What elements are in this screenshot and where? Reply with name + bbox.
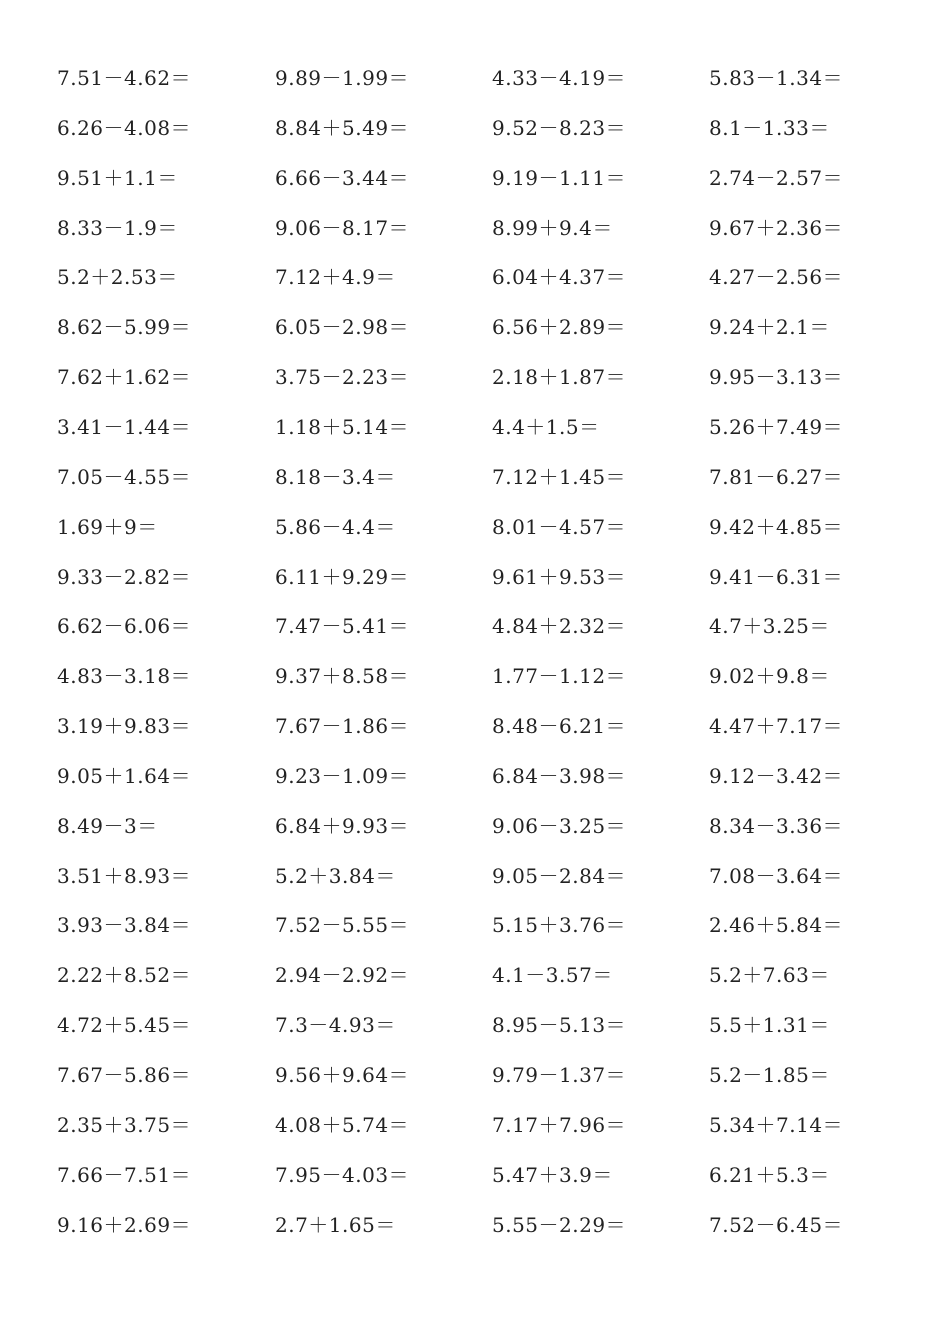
arithmetic-problem: 5.2＋7.63＝ — [709, 963, 830, 987]
arithmetic-problem: 2.7＋1.65＝ — [275, 1213, 396, 1237]
arithmetic-problem: 4.84＋2.32＝ — [492, 614, 627, 638]
arithmetic-problem: 8.95－5.13＝ — [492, 1013, 627, 1037]
arithmetic-problem: 4.72＋5.45＝ — [57, 1013, 192, 1037]
arithmetic-problem: 9.12－3.42＝ — [709, 764, 844, 788]
arithmetic-problem: 3.19＋9.83＝ — [57, 714, 192, 738]
arithmetic-problem: 4.4＋1.5＝ — [492, 415, 600, 439]
arithmetic-problem: 8.33－1.9＝ — [57, 216, 178, 240]
arithmetic-problem: 5.15＋3.76＝ — [492, 913, 627, 937]
arithmetic-problem: 9.42＋4.85＝ — [709, 515, 844, 539]
arithmetic-problem: 5.2－1.85＝ — [709, 1063, 830, 1087]
arithmetic-problem: 7.52－5.55＝ — [275, 913, 410, 937]
arithmetic-problem: 3.75－2.23＝ — [275, 365, 410, 389]
arithmetic-problem: 6.21＋5.3＝ — [709, 1163, 830, 1187]
arithmetic-problem: 6.84＋9.93＝ — [275, 814, 410, 838]
arithmetic-problem: 7.3－4.93＝ — [275, 1013, 396, 1037]
arithmetic-problem: 7.08－3.64＝ — [709, 864, 844, 888]
arithmetic-problem: 9.67＋2.36＝ — [709, 216, 844, 240]
arithmetic-problem: 7.66－7.51＝ — [57, 1163, 192, 1187]
arithmetic-problem: 6.26－4.08＝ — [57, 116, 192, 140]
arithmetic-problem: 9.95－3.13＝ — [709, 365, 844, 389]
arithmetic-problem: 9.79－1.37＝ — [492, 1063, 627, 1087]
arithmetic-problem: 5.5＋1.31＝ — [709, 1013, 830, 1037]
arithmetic-problem: 9.89－1.99＝ — [275, 66, 410, 90]
arithmetic-problem: 2.94－2.92＝ — [275, 963, 410, 987]
arithmetic-problem: 8.18－3.4＝ — [275, 465, 396, 489]
arithmetic-problem: 9.61＋9.53＝ — [492, 565, 627, 589]
arithmetic-problem: 7.67－1.86＝ — [275, 714, 410, 738]
arithmetic-problem: 6.05－2.98＝ — [275, 315, 410, 339]
arithmetic-problem: 1.77－1.12＝ — [492, 664, 627, 688]
arithmetic-problem: 9.05－2.84＝ — [492, 864, 627, 888]
arithmetic-problem: 7.12＋1.45＝ — [492, 465, 627, 489]
arithmetic-problem: 2.74－2.57＝ — [709, 166, 844, 190]
arithmetic-problem: 1.69＋9＝ — [57, 515, 158, 539]
arithmetic-problem: 9.56＋9.64＝ — [275, 1063, 410, 1087]
arithmetic-problem: 7.67－5.86＝ — [57, 1063, 192, 1087]
arithmetic-problem: 9.23－1.09＝ — [275, 764, 410, 788]
arithmetic-problem: 3.93－3.84＝ — [57, 913, 192, 937]
arithmetic-problem: 7.17＋7.96＝ — [492, 1113, 627, 1137]
arithmetic-problem: 4.83－3.18＝ — [57, 664, 192, 688]
arithmetic-problem: 9.06－3.25＝ — [492, 814, 627, 838]
arithmetic-problem: 7.95－4.03＝ — [275, 1163, 410, 1187]
arithmetic-problem: 5.47＋3.9＝ — [492, 1163, 613, 1187]
arithmetic-problem: 5.26＋7.49＝ — [709, 415, 844, 439]
arithmetic-problem: 9.41－6.31＝ — [709, 565, 844, 589]
arithmetic-problem: 9.16＋2.69＝ — [57, 1213, 192, 1237]
arithmetic-problem: 3.41－1.44＝ — [57, 415, 192, 439]
arithmetic-problem: 8.1－1.33＝ — [709, 116, 830, 140]
arithmetic-problem: 4.7＋3.25＝ — [709, 614, 830, 638]
arithmetic-problem: 2.22＋8.52＝ — [57, 963, 192, 987]
arithmetic-problem: 1.18＋5.14＝ — [275, 415, 410, 439]
arithmetic-problem: 3.51＋8.93＝ — [57, 864, 192, 888]
arithmetic-problem: 7.62＋1.62＝ — [57, 365, 192, 389]
arithmetic-problem: 4.08＋5.74＝ — [275, 1113, 410, 1137]
arithmetic-problem: 6.66－3.44＝ — [275, 166, 410, 190]
arithmetic-problem: 5.2＋2.53＝ — [57, 265, 178, 289]
arithmetic-problem: 9.19－1.11＝ — [492, 166, 627, 190]
arithmetic-problem: 6.84－3.98＝ — [492, 764, 627, 788]
arithmetic-problem: 8.49－3＝ — [57, 814, 158, 838]
arithmetic-problem: 9.37＋8.58＝ — [275, 664, 410, 688]
arithmetic-problem: 8.62－5.99＝ — [57, 315, 192, 339]
arithmetic-problem: 8.99＋9.4＝ — [492, 216, 613, 240]
arithmetic-problem: 7.12＋4.9＝ — [275, 265, 396, 289]
arithmetic-problem: 2.35＋3.75＝ — [57, 1113, 192, 1137]
arithmetic-problem: 8.48－6.21＝ — [492, 714, 627, 738]
arithmetic-problem: 6.62－6.06＝ — [57, 614, 192, 638]
arithmetic-problem: 9.52－8.23＝ — [492, 116, 627, 140]
arithmetic-problem: 9.24＋2.1＝ — [709, 315, 830, 339]
arithmetic-problem: 6.56＋2.89＝ — [492, 315, 627, 339]
arithmetic-problem: 8.01－4.57＝ — [492, 515, 627, 539]
arithmetic-problem: 5.2＋3.84＝ — [275, 864, 396, 888]
arithmetic-problem: 4.47＋7.17＝ — [709, 714, 844, 738]
arithmetic-problem: 6.04＋4.37＝ — [492, 265, 627, 289]
arithmetic-problem: 5.86－4.4＝ — [275, 515, 396, 539]
arithmetic-problem: 7.47－5.41＝ — [275, 614, 410, 638]
arithmetic-problem: 9.05＋1.64＝ — [57, 764, 192, 788]
arithmetic-problem: 2.18＋1.87＝ — [492, 365, 627, 389]
arithmetic-problem: 4.27－2.56＝ — [709, 265, 844, 289]
arithmetic-problem: 9.33－2.82＝ — [57, 565, 192, 589]
arithmetic-problem: 9.51＋1.1＝ — [57, 166, 178, 190]
arithmetic-problem: 5.55－2.29＝ — [492, 1213, 627, 1237]
arithmetic-problem: 9.02＋9.8＝ — [709, 664, 830, 688]
arithmetic-problem: 7.52－6.45＝ — [709, 1213, 844, 1237]
arithmetic-problem: 4.1－3.57＝ — [492, 963, 613, 987]
arithmetic-problem: 5.83－1.34＝ — [709, 66, 844, 90]
arithmetic-problem: 9.06－8.17＝ — [275, 216, 410, 240]
arithmetic-problem: 8.84＋5.49＝ — [275, 116, 410, 140]
arithmetic-problem: 5.34＋7.14＝ — [709, 1113, 844, 1137]
arithmetic-problem: 4.33－4.19＝ — [492, 66, 627, 90]
arithmetic-problem: 7.81－6.27＝ — [709, 465, 844, 489]
arithmetic-problem: 7.05－4.55＝ — [57, 465, 192, 489]
arithmetic-problem: 8.34－3.36＝ — [709, 814, 844, 838]
arithmetic-problem: 7.51－4.62＝ — [57, 66, 192, 90]
arithmetic-problem: 2.46＋5.84＝ — [709, 913, 844, 937]
arithmetic-problem: 6.11＋9.29＝ — [275, 565, 410, 589]
